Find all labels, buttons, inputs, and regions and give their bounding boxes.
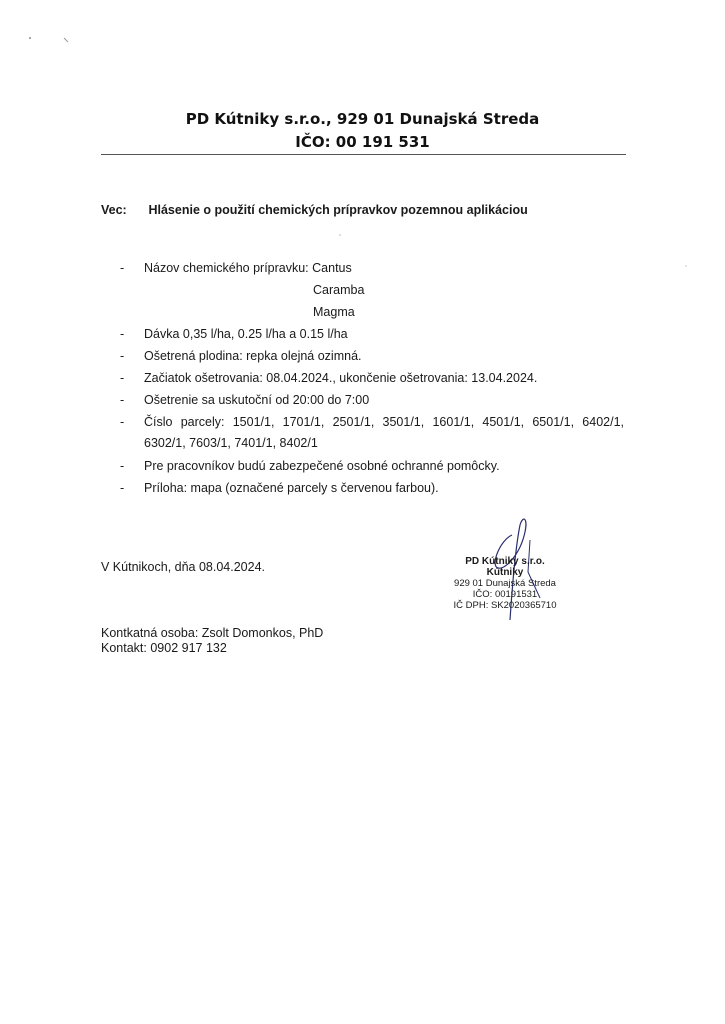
place-date: V Kútnikoch, dňa 08.04.2024.: [101, 560, 266, 574]
product-name: Cantus: [312, 261, 352, 275]
product-name: Caramba: [313, 283, 365, 297]
stamp-ico: IČO: 00191531: [472, 589, 538, 600]
company-stamp: [430, 556, 580, 611]
subject-label: Vec:: [101, 203, 127, 217]
stamp-company: PD Kútniky s.r.o.: [465, 556, 545, 567]
company-ico: IČO: 00 191 531: [295, 133, 430, 151]
contact-phone: Kontakt: 0902 917 132: [101, 641, 227, 655]
product-name: Magma: [313, 305, 355, 319]
company-header: PD Kútniky s.r.o., 929 01 Dunajská Streda: [185, 110, 540, 128]
product-label: Názov chemického prípravku:: [144, 261, 309, 275]
subject-line: [101, 203, 528, 217]
stamp-city: Kútniky: [486, 567, 524, 578]
subject-text: Hlásenie o použití chemických prípravkov pozemnou aplikáciou: [148, 203, 528, 217]
parcels-line-1: Číslo parcely: 1501/1, 1701/1, 2501/1, 3501/1, 1601/1, 4501/1, 6501/1, 6402/1,: [144, 415, 624, 429]
header-divider: [101, 154, 626, 155]
stamp-address: 929 01 Dunajská Streda: [454, 578, 556, 589]
contact-person: Kontkatná osoba: Zsolt Domonkos, PhD: [101, 626, 324, 640]
document-page: PD Kútniky s.r.o., 929 01 Dunajská Streda IČO: 00 191 531 Vec: Hlásenie o použití chemických prípravkov pozemnou aplikáciou - Názov chemického prípravku: Cantus Caramba Magma - Dávka 0,35 l/ha, 0.25 l/ha a 0.15 l/ha - Ošetrená plodina: repka olejná ozimná. - Začiatok ošetrovania: 08.04.2024., ukončenie ošetrovania: 13.04.2024. - Ošetrenie sa uskutoční od 20:00 do 7:00 - Číslo parcely: 1501/1, 1701/1, 2501/1, 3501/1, 1601/1, 4501/1, 6501/1, 6402/1, 6302/1, 7603/1, 7401/1, 8402/1 - Pre pracovníkov budú zabezpečené osobné ochranné pomôcky. - Príloha: mapa (označené parcely s červenou farbou). V Kútnikoch, dňa 08.04.2024. PD Kútniky s.r.o. Kútniky 929 01 Dunajská Streda IČO: 00191531 IČ DPH: SK2020365710 Kontkatná osoba: Zsolt Domonkos, PhD Kontakt: 0902 917 132: [0, 0, 725, 1024]
stamp-vat: IČ DPH: SK2020365710: [453, 600, 557, 611]
parcels-line-2: 6302/1, 7603/1, 7401/1, 8402/1: [144, 436, 318, 450]
